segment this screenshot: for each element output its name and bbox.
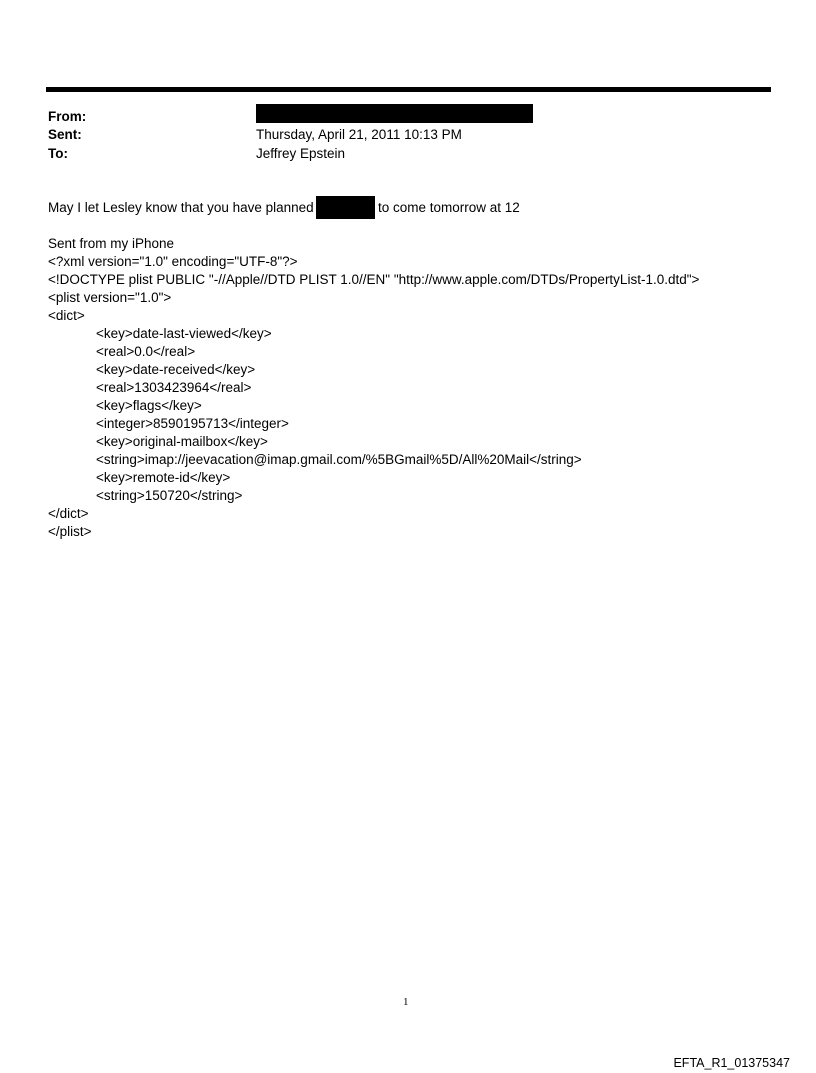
plist-line: <string>150720</string>	[96, 488, 243, 503]
document-id: EFTA_R1_01375347	[673, 1056, 790, 1070]
plist-line: <plist version="1.0">	[48, 290, 172, 305]
page-number: 1	[403, 996, 409, 1008]
plist-line: <real>1303423964</real>	[96, 380, 252, 395]
plist-line: <string>imap://jeevacation@imap.gmail.com/%5BGmail%5D/All%20Mail</string>	[96, 452, 582, 467]
to-label: To:	[48, 146, 68, 161]
plist-line: <key>flags</key>	[96, 398, 202, 413]
message-redaction	[316, 196, 375, 219]
plist-line: <key>remote-id</key>	[96, 470, 231, 485]
plist-line: <real>0.0</real>	[96, 344, 196, 359]
to-value: Jeffrey Epstein	[256, 146, 346, 161]
plist-line: <key>date-last-viewed</key>	[96, 326, 272, 341]
sent-label: Sent:	[48, 127, 82, 142]
plist-line: </plist>	[48, 524, 92, 539]
sent-value: Thursday, April 21, 2011 10:13 PM	[256, 127, 462, 142]
plist-line: <key>date-received</key>	[96, 362, 256, 377]
from-label: From:	[48, 109, 87, 124]
plist-line: <?xml version="1.0" encoding="UTF-8"?>	[48, 254, 298, 269]
plist-line: </dict>	[48, 506, 89, 521]
message-text-before: May I let Lesley know that you have planned	[48, 200, 314, 215]
header-rule	[46, 87, 771, 92]
signature: Sent from my iPhone	[48, 236, 175, 251]
from-redaction	[256, 104, 533, 123]
plist-line: <dict>	[48, 308, 85, 323]
plist-line: <key>original-mailbox</key>	[96, 434, 268, 449]
message-text-after: to come tomorrow at 12	[378, 200, 520, 215]
plist-line: <integer>8590195713</integer>	[96, 416, 289, 431]
plist-line: <!DOCTYPE plist PUBLIC "-//Apple//DTD PLIST 1.0//EN" "http://www.apple.com/DTDs/PropertyList-1.0.dtd">	[48, 272, 700, 287]
